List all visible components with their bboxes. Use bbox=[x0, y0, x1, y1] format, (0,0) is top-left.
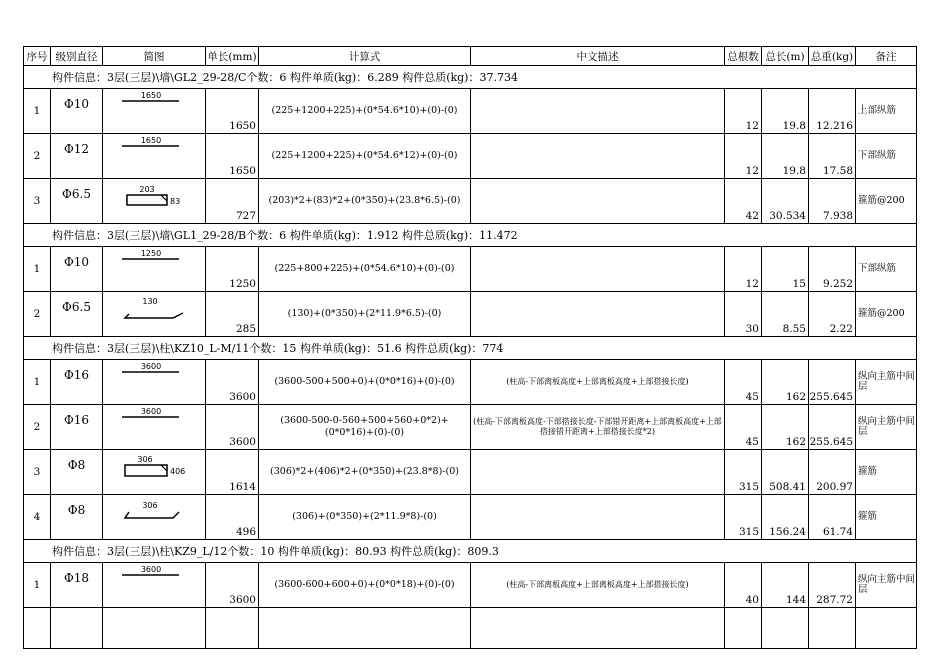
row-no: 1 bbox=[24, 360, 51, 405]
grade-symbol: Φ8 bbox=[67, 458, 86, 472]
component-info: 构件信息：3层(三层)\柱\KZ9_L/12个数：10 构件单质(kg)：80.93 构件总质(kg)：809.3 bbox=[24, 540, 917, 563]
partial-row bbox=[24, 608, 917, 649]
stirrup-hook bbox=[161, 465, 167, 471]
total-weight: 9.252 bbox=[809, 247, 856, 292]
grade-cell bbox=[51, 179, 103, 224]
count: 315 bbox=[725, 495, 762, 540]
unit-length: 3600 bbox=[206, 405, 259, 450]
straight-bar-sketch bbox=[103, 405, 206, 448]
total-length: 162 bbox=[762, 360, 809, 405]
sketch-label: 1650 bbox=[140, 91, 162, 100]
component-info: 构件信息：3层(三层)\墙\GL2_29-28/C个数：6 构件单质(kg)：6.289 构件总质(kg)：37.734 bbox=[24, 66, 917, 89]
total-length: 30.534 bbox=[762, 179, 809, 224]
formula: (306)+(0*350)+(2*11.9*8)-(0) bbox=[259, 495, 471, 540]
unit-length: 1250 bbox=[206, 247, 259, 292]
sketch-label-2: 83 bbox=[170, 197, 181, 206]
description: (柱高-下部离板高度+上部离板高度+上部搭接长度) bbox=[471, 563, 725, 608]
grade-cell bbox=[51, 247, 103, 292]
header-total-length: 总长(m) bbox=[762, 47, 809, 66]
description bbox=[471, 134, 725, 179]
rebar-sketch bbox=[103, 360, 206, 405]
straight-bar-sketch bbox=[103, 360, 206, 403]
count: 315 bbox=[725, 450, 762, 495]
description: (柱高-下部离板高度+上部离板高度+上部搭接长度) bbox=[471, 360, 725, 405]
sketch-label: 203 bbox=[139, 185, 155, 194]
hooked-bar-line bbox=[125, 512, 179, 518]
stirrup-hook bbox=[161, 195, 167, 201]
component-info: 构件信息：3层(三层)\柱\KZ10_L-M/11个数：15 构件单质(kg)：51.6 构件总质(kg)：774 bbox=[24, 337, 917, 360]
formula: (225+1200+225)+(0*54.6*12)+(0)-(0) bbox=[259, 134, 471, 179]
grade-cell bbox=[51, 563, 103, 608]
header-grade: 级别直径 bbox=[51, 47, 103, 66]
grade-symbol: Φ16 bbox=[63, 413, 90, 427]
unit-length: 285 bbox=[206, 292, 259, 337]
row-no: 2 bbox=[24, 292, 51, 337]
hooked-bar-sketch bbox=[103, 495, 206, 538]
unit-length: 3600 bbox=[206, 360, 259, 405]
total-weight: 17.58 bbox=[809, 134, 856, 179]
count: 40 bbox=[725, 563, 762, 608]
table-row bbox=[24, 450, 917, 495]
rebar-sketch bbox=[103, 89, 206, 134]
grade-symbol: Φ6.5 bbox=[62, 187, 91, 201]
sketch-label: 306 bbox=[137, 455, 153, 464]
table-row bbox=[24, 247, 917, 292]
count: 42 bbox=[725, 179, 762, 224]
header-sketch: 简图 bbox=[103, 47, 206, 66]
stirrup-rect bbox=[125, 465, 167, 476]
stirrup-sketch bbox=[103, 179, 206, 222]
unit-length: 496 bbox=[206, 495, 259, 540]
note: 下部纵筋 bbox=[856, 134, 917, 179]
row-no: 4 bbox=[24, 495, 51, 540]
rebar-sketch bbox=[103, 134, 206, 179]
note: 箍筋 bbox=[856, 450, 917, 495]
rebar-table bbox=[23, 46, 917, 649]
header-no: 序号 bbox=[24, 47, 51, 66]
header-description: 中文描述 bbox=[471, 47, 725, 66]
straight-bar-sketch bbox=[103, 134, 206, 177]
grade-cell bbox=[51, 89, 103, 134]
sketch-label: 130 bbox=[142, 297, 158, 306]
total-length: 156.24 bbox=[762, 495, 809, 540]
header-unit-length: 单长(mm) bbox=[206, 47, 259, 66]
row-no: 3 bbox=[24, 450, 51, 495]
count: 12 bbox=[725, 134, 762, 179]
header-row bbox=[24, 47, 917, 66]
table-row bbox=[24, 405, 917, 450]
formula: (225+1200+225)+(0*54.6*10)+(0)-(0) bbox=[259, 89, 471, 134]
sketch-label: 3600 bbox=[140, 565, 162, 574]
grade-symbol: Φ10 bbox=[63, 255, 90, 269]
note: 纵向主筋中间层 bbox=[856, 563, 917, 608]
row-no: 1 bbox=[24, 563, 51, 608]
formula: (225+800+225)+(0*54.6*10)+(0)-(0) bbox=[259, 247, 471, 292]
note: 箍筋@200 bbox=[856, 292, 917, 337]
component-info-row bbox=[24, 540, 917, 563]
sketch-label-2: 406 bbox=[170, 467, 186, 476]
grade-cell bbox=[51, 495, 103, 540]
unit-length: 727 bbox=[206, 179, 259, 224]
row-no: 3 bbox=[24, 179, 51, 224]
sketch-label: 1250 bbox=[140, 249, 162, 258]
grade-cell bbox=[51, 450, 103, 495]
grade-symbol: Φ8 bbox=[67, 503, 86, 517]
sketch-label: 3600 bbox=[140, 362, 162, 371]
total-length: 508.41 bbox=[762, 450, 809, 495]
note: 箍筋@200 bbox=[856, 179, 917, 224]
header-formula: 计算式 bbox=[259, 47, 471, 66]
hooked-bar-line bbox=[125, 313, 183, 318]
count: 12 bbox=[725, 247, 762, 292]
table-row bbox=[24, 495, 917, 540]
note: 上部纵筋 bbox=[856, 89, 917, 134]
component-info-row bbox=[24, 224, 917, 247]
note: 箍筋 bbox=[856, 495, 917, 540]
unit-length: 1650 bbox=[206, 89, 259, 134]
unit-length: 1614 bbox=[206, 450, 259, 495]
formula: (306)*2+(406)*2+(0*350)+(23.8*8)-(0) bbox=[259, 450, 471, 495]
total-length: 144 bbox=[762, 563, 809, 608]
sketch-label: 3600 bbox=[140, 407, 162, 416]
table-row bbox=[24, 89, 917, 134]
grade-symbol: Φ6.5 bbox=[62, 300, 91, 314]
grade-symbol: Φ16 bbox=[63, 368, 90, 382]
straight-bar-sketch bbox=[103, 563, 206, 606]
sketch-label: 306 bbox=[142, 501, 158, 510]
total-length: 19.8 bbox=[762, 89, 809, 134]
note: 纵向主筋中间层 bbox=[856, 360, 917, 405]
header-note: 备注 bbox=[856, 47, 917, 66]
total-weight: 61.74 bbox=[809, 495, 856, 540]
description bbox=[471, 89, 725, 134]
count: 30 bbox=[725, 292, 762, 337]
stirrup-sketch bbox=[103, 450, 206, 493]
total-weight: 12.216 bbox=[809, 89, 856, 134]
total-length: 19.8 bbox=[762, 134, 809, 179]
straight-bar-sketch bbox=[103, 89, 206, 132]
grade-cell bbox=[51, 360, 103, 405]
row-no: 2 bbox=[24, 134, 51, 179]
grade-symbol: Φ18 bbox=[63, 571, 90, 585]
description bbox=[471, 292, 725, 337]
description: (柱高-下部离板高度-下部搭接长度-下部错开距离+上部离板高度+上部搭接错开距离+上部搭接长度*2) bbox=[471, 405, 725, 450]
formula: (3600-500-0-560+500+560+0*2)+(0*0*16)+(0)-(0) bbox=[259, 405, 471, 450]
total-length: 162 bbox=[762, 405, 809, 450]
table-row bbox=[24, 134, 917, 179]
description bbox=[471, 450, 725, 495]
total-weight: 255.645 bbox=[809, 360, 856, 405]
note: 纵向主筋中间层 bbox=[856, 405, 917, 450]
rebar-sketch bbox=[103, 495, 206, 540]
total-weight: 287.72 bbox=[809, 563, 856, 608]
component-info: 构件信息：3层(三层)\墙\GL1_29-28/B个数：6 构件单质(kg)：1.912 构件总质(kg)：11.472 bbox=[24, 224, 917, 247]
component-info-row bbox=[24, 66, 917, 89]
rebar-table-sheet bbox=[23, 46, 917, 672]
description bbox=[471, 495, 725, 540]
unit-length: 3600 bbox=[206, 563, 259, 608]
grade-symbol: Φ12 bbox=[63, 142, 90, 156]
count: 12 bbox=[725, 89, 762, 134]
description bbox=[471, 247, 725, 292]
total-length: 15 bbox=[762, 247, 809, 292]
grade-cell bbox=[51, 134, 103, 179]
rebar-sketch bbox=[103, 405, 206, 450]
total-length: 8.55 bbox=[762, 292, 809, 337]
hooked-bar-sketch bbox=[103, 292, 206, 335]
row-no: 1 bbox=[24, 89, 51, 134]
grade-cell bbox=[51, 292, 103, 337]
total-weight: 2.22 bbox=[809, 292, 856, 337]
formula: (203)*2+(83)*2+(0*350)+(23.8*6.5)-(0) bbox=[259, 179, 471, 224]
component-info-row bbox=[24, 337, 917, 360]
count: 45 bbox=[725, 360, 762, 405]
note: 下部纵筋 bbox=[856, 247, 917, 292]
row-no: 1 bbox=[24, 247, 51, 292]
unit-length: 1650 bbox=[206, 134, 259, 179]
header-count: 总根数 bbox=[725, 47, 762, 66]
header-total-weight: 总重(kg) bbox=[809, 47, 856, 66]
grade-cell bbox=[51, 405, 103, 450]
count: 45 bbox=[725, 405, 762, 450]
table-row bbox=[24, 292, 917, 337]
grade-symbol: Φ10 bbox=[63, 97, 90, 111]
table-row bbox=[24, 360, 917, 405]
table-row bbox=[24, 563, 917, 608]
formula: (130)+(0*350)+(2*11.9*6.5)-(0) bbox=[259, 292, 471, 337]
formula: (3600-600+600+0)+(0*0*18)+(0)-(0) bbox=[259, 563, 471, 608]
sketch-label: 1650 bbox=[140, 136, 162, 145]
total-weight: 255.645 bbox=[809, 405, 856, 450]
rebar-sketch bbox=[103, 450, 206, 495]
rebar-sketch bbox=[103, 179, 206, 224]
formula: (3600-500+500+0)+(0*0*16)+(0)-(0) bbox=[259, 360, 471, 405]
rebar-sketch bbox=[103, 247, 206, 292]
total-weight: 7.938 bbox=[809, 179, 856, 224]
straight-bar-sketch bbox=[103, 247, 206, 290]
row-no: 2 bbox=[24, 405, 51, 450]
table-row bbox=[24, 179, 917, 224]
total-weight: 200.97 bbox=[809, 450, 856, 495]
rebar-sketch bbox=[103, 292, 206, 337]
rebar-sketch bbox=[103, 563, 206, 608]
description bbox=[471, 179, 725, 224]
stirrup-rect bbox=[127, 195, 167, 205]
